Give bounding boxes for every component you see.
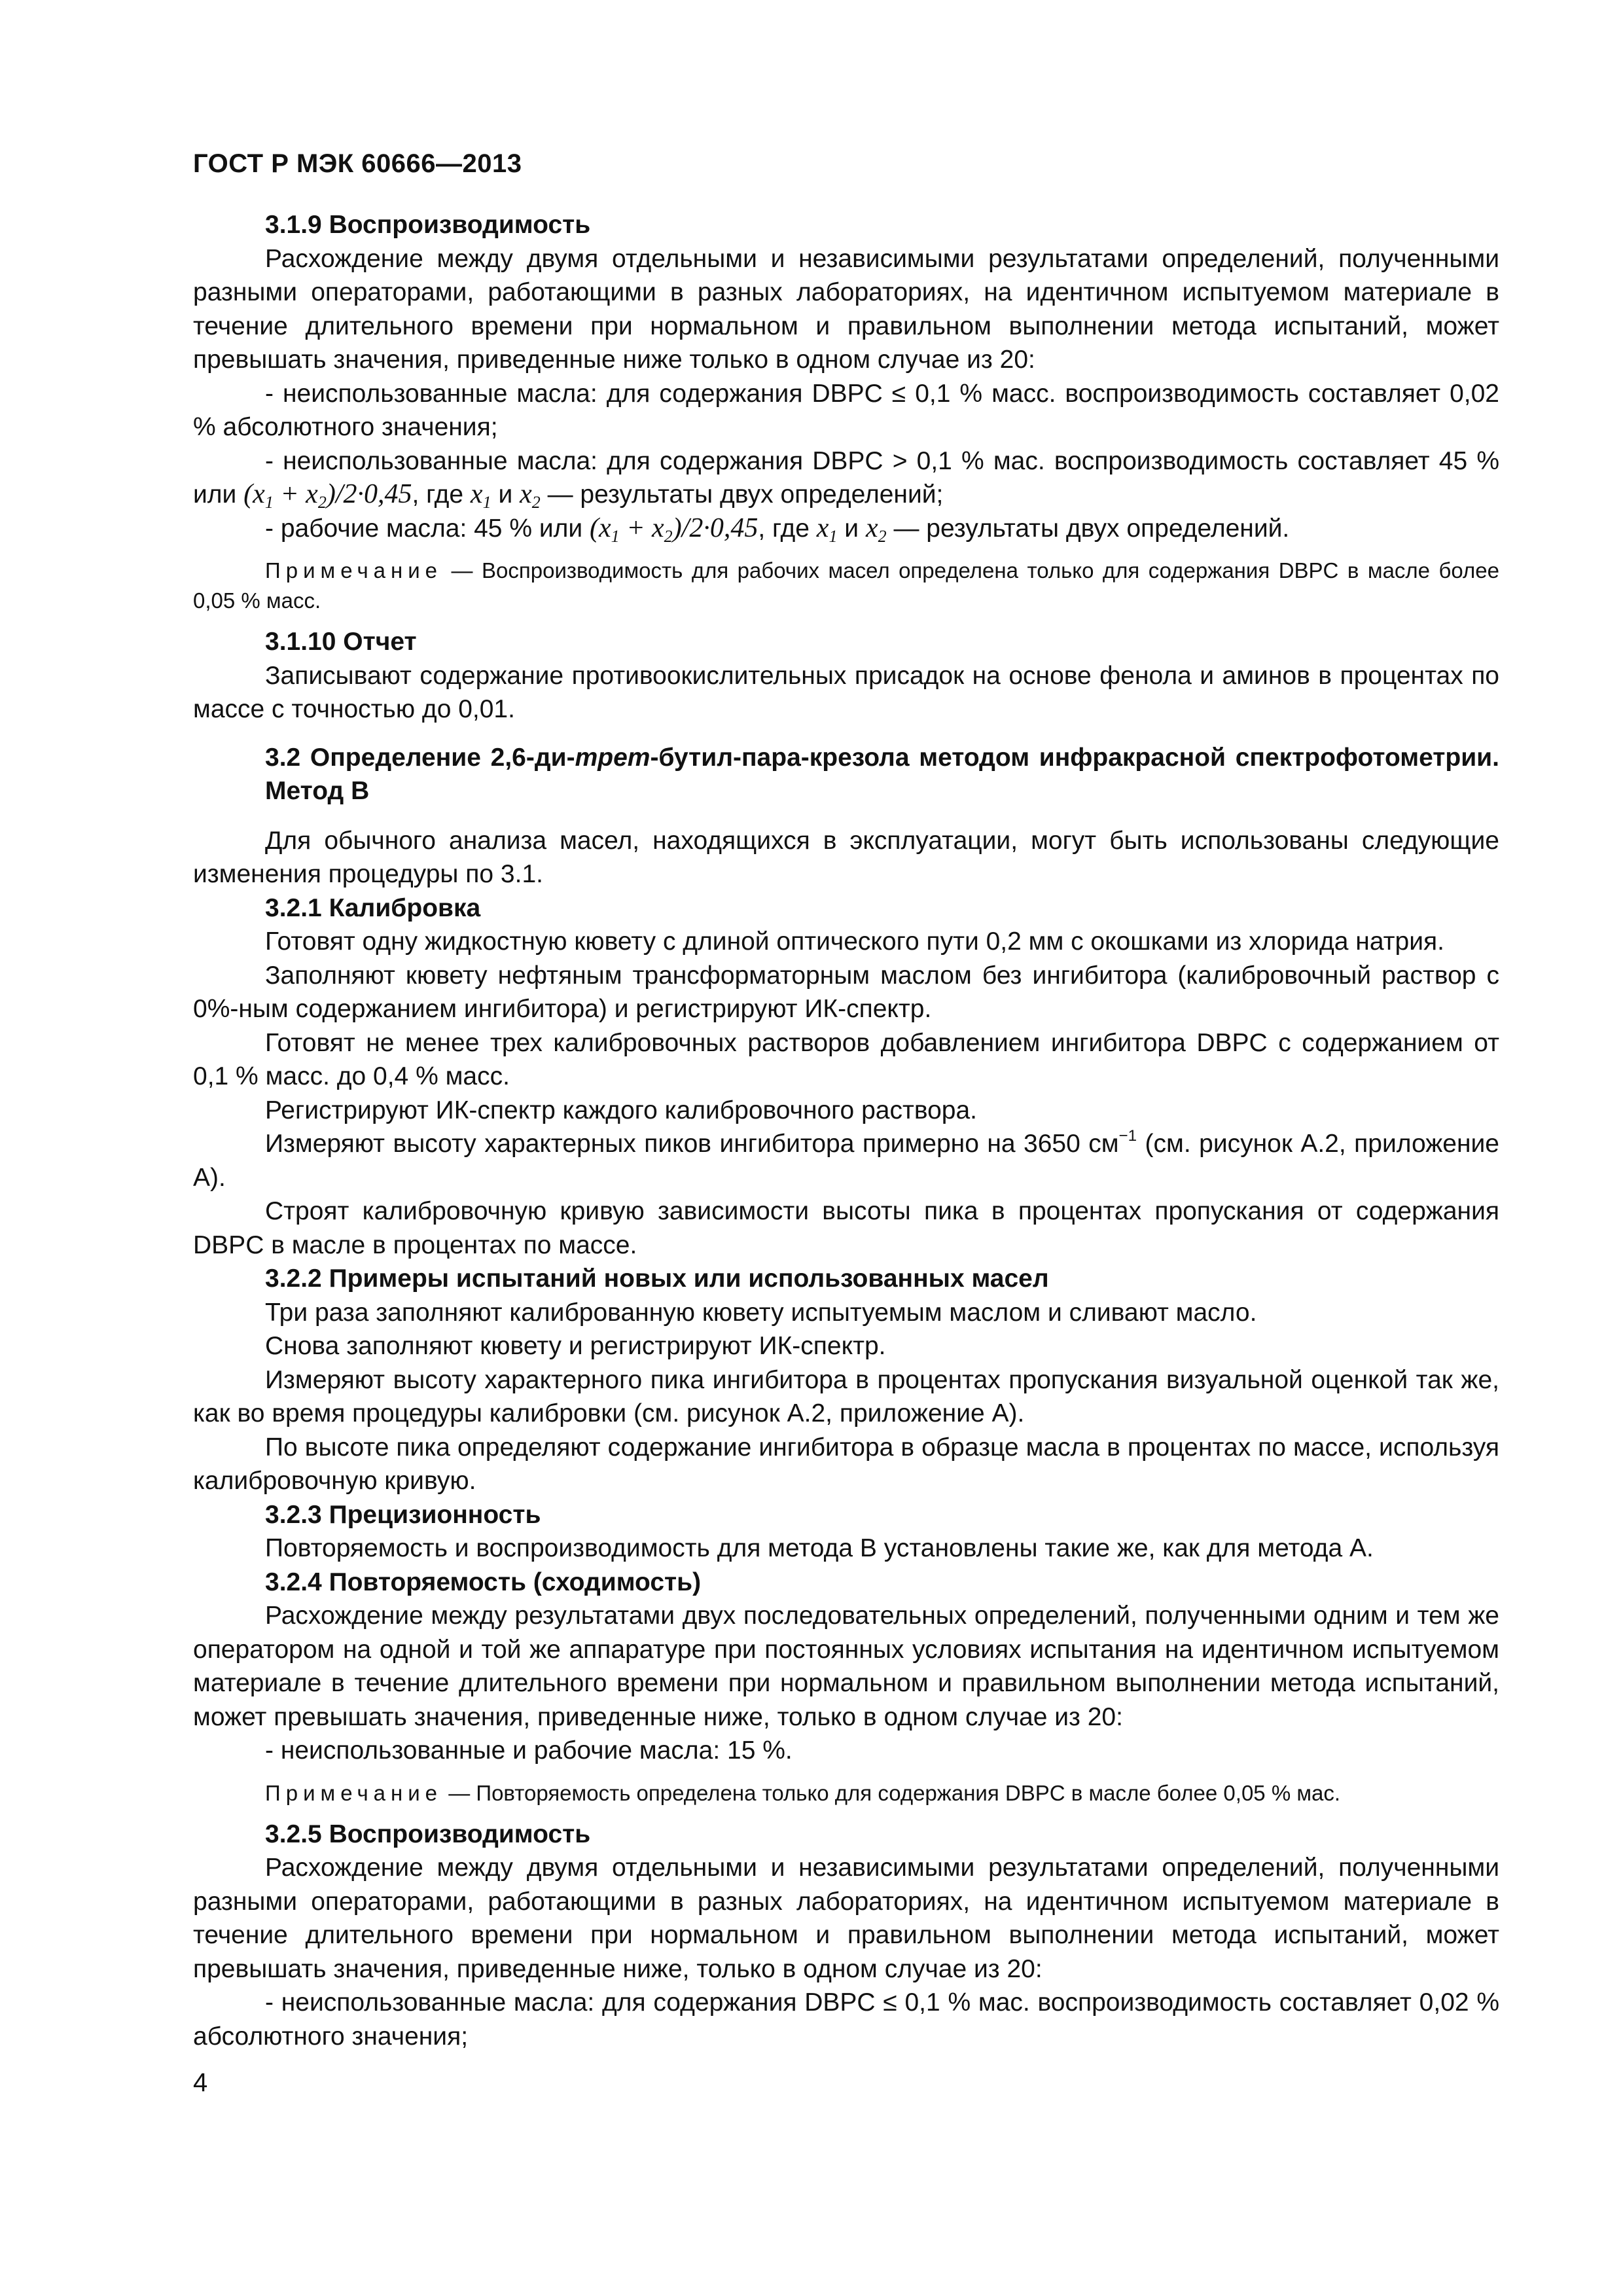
paragraph: Три раза заполняют калиброванную кювету испытуемым маслом и сливают масло.	[265, 1298, 1257, 1327]
note	[193, 556, 1499, 616]
section-heading-3-2-3: 3.2.3 Прецизионность	[265, 1500, 541, 1529]
note-text: — Воспроизводимость для рабочих масел определена только для содержания DBPC в масле более 0,05 % масс.	[193, 558, 1500, 613]
note-label: Примечание	[265, 1780, 443, 1805]
document-header: ГОСТ Р МЭК 60666—2013	[193, 149, 522, 178]
paragraph: Расхождение между двумя отдельными и независимыми результатами определений, полученными разными операторами, работающими в разных лабораториях, на идентичном испытуемом материале в течение длительного времени при нормальном и правильном выполнении метода испытаний, может превышать значения, приведенные ниже, только в одном случае из 20:	[193, 1854, 1499, 1983]
list-item-formula: - неиспользованные масла: для содержания DBPC > 0,1 % мас. воспроизводимость составляет 45 % или $(x_1 + x_2)/2\cdot 0,45$, где $x_1$ и $x_2$ — результаты двух определений;	[193, 446, 1499, 512]
paragraph: Повторяемость и воспроизводимость для метода В установлены такие же, как для метода А.	[265, 1534, 1374, 1562]
paragraph: Заполняют кювету нефтяным трансформаторным маслом без ингибитора (калибровочный раствор с 0%-ным содержанием ингибитора) и регистрируют ИК-спектр.	[193, 961, 1499, 1023]
note-text: — Повторяемость определена только для содержания DBPC в масле более 0,05 % мас.	[448, 1780, 1341, 1805]
paragraph: Измеряют высоту характерных пиков ингибитора примерно на 3650 $см^{-1}$ (см. рисунок А.2, приложение А).	[193, 1127, 1499, 1192]
document-body	[193, 208, 1499, 2053]
paragraph: Измеряют высоту характерного пика ингибитора в процентах пропускания визуальной оценкой так же, как во время процедуры калибровки (см. рисунок А.2, приложение А).	[193, 1365, 1499, 1427]
paragraph: Готовят не менее трех калибровочных растворов добавлением ингибитора DBPC с содержанием от 0,1 % масс. до 0,4 % масс.	[193, 1028, 1499, 1090]
note-label: Примечание	[265, 558, 443, 583]
section-heading-3-1-9: 3.1.9 Воспроизводимость	[265, 211, 591, 239]
paragraph: Регистрируют ИК-спектр каждого калибровочного раствора.	[265, 1096, 978, 1124]
paragraph: Строят калибровочную кривую зависимости высоты пика в процентах пропускания от содержания DBPC в масле в процентах по массе.	[193, 1197, 1499, 1259]
section-heading-3-2-1: 3.2.1 Калибровка	[265, 893, 481, 922]
list-item-formula: - рабочие масла: 45 % или $(x_1 + x_2)/2\cdot 0,45$, где $x_1$ и $x_2$ — результаты двух определений.	[265, 512, 1290, 546]
list-item: - неиспользованные масла: для содержания DBPC ≤ 0,1 % мас. воспроизводимость составляет 0,02 % абсолютного значения;	[193, 1988, 1499, 2051]
section-heading-3-1-10: 3.1.10 Отчет	[265, 628, 417, 656]
paragraph: По высоте пика определяют содержание ингибитора в образце масла в процентах по массе, используя калибровочную кривую.	[193, 1433, 1499, 1495]
paragraph: Готовят одну жидкостную кювету с длиной оптического пути 0,2 мм с окошками из хлорида натрия.	[265, 927, 1444, 956]
paragraph: Записывают содержание противоокислительных присадок на основе фенола и аминов в процентах по массе с точностью до 0,01.	[193, 661, 1499, 723]
paragraph: Расхождение между двумя отдельными и независимыми результатами определений, полученными разными операторами, работающими в разных лабораториях, на идентичном испытуемом материале в течение длительного времени при нормальном и правильном выполнении метода испытаний, может превышать значения, приведенные ниже только в одном случае из 20:	[193, 244, 1499, 374]
page-number: 4	[193, 2068, 208, 2097]
paragraph: Для обычного анализа масел, находящихся в эксплуатации, могут быть использованы следующие изменения процедуры по 3.1.	[193, 826, 1499, 888]
paragraph: Снова заполняют кювету и регистрируют ИК-спектр.	[265, 1332, 886, 1360]
section-heading-3-2-4: 3.2.4 Повторяемость (сходимость)	[265, 1568, 702, 1596]
section-heading-3-2: 3.2 Определение 2,6-ди-трет-бутил-пара-крезола методом инфракрасной спектрофотометрии. Метод В	[265, 743, 1499, 805]
note	[193, 1778, 1499, 1808]
section-heading-3-2-2: 3.2.2 Примеры испытаний новых или использованных масел	[265, 1265, 1049, 1293]
list-item: - неиспользованные масла: для содержания DBPC ≤ 0,1 % масс. воспроизводимость составляет 0,02 % абсолютного значения;	[193, 379, 1499, 441]
section-heading-3-2-5: 3.2.5 Воспроизводимость	[265, 1820, 591, 1848]
formula: $(x_1 + x_2)/2\cdot 0,45$	[243, 479, 412, 512]
formula: $(x_1 + x_2)/2\cdot 0,45$	[590, 512, 758, 546]
paragraph: Расхождение между результатами двух последовательных определений, полученными одним и тем же оператором на одной и той же аппаратуре при постоянных условиях испытания на идентичном испытуемом материале в течение длительного времени при нормальном и правильном выполнении метода испытаний, может превышать значения, приведенные ниже, только в одном случае из 20:	[193, 1602, 1499, 1731]
list-item: - неиспользованные и рабочие масла: 15 %.	[265, 1736, 793, 1765]
